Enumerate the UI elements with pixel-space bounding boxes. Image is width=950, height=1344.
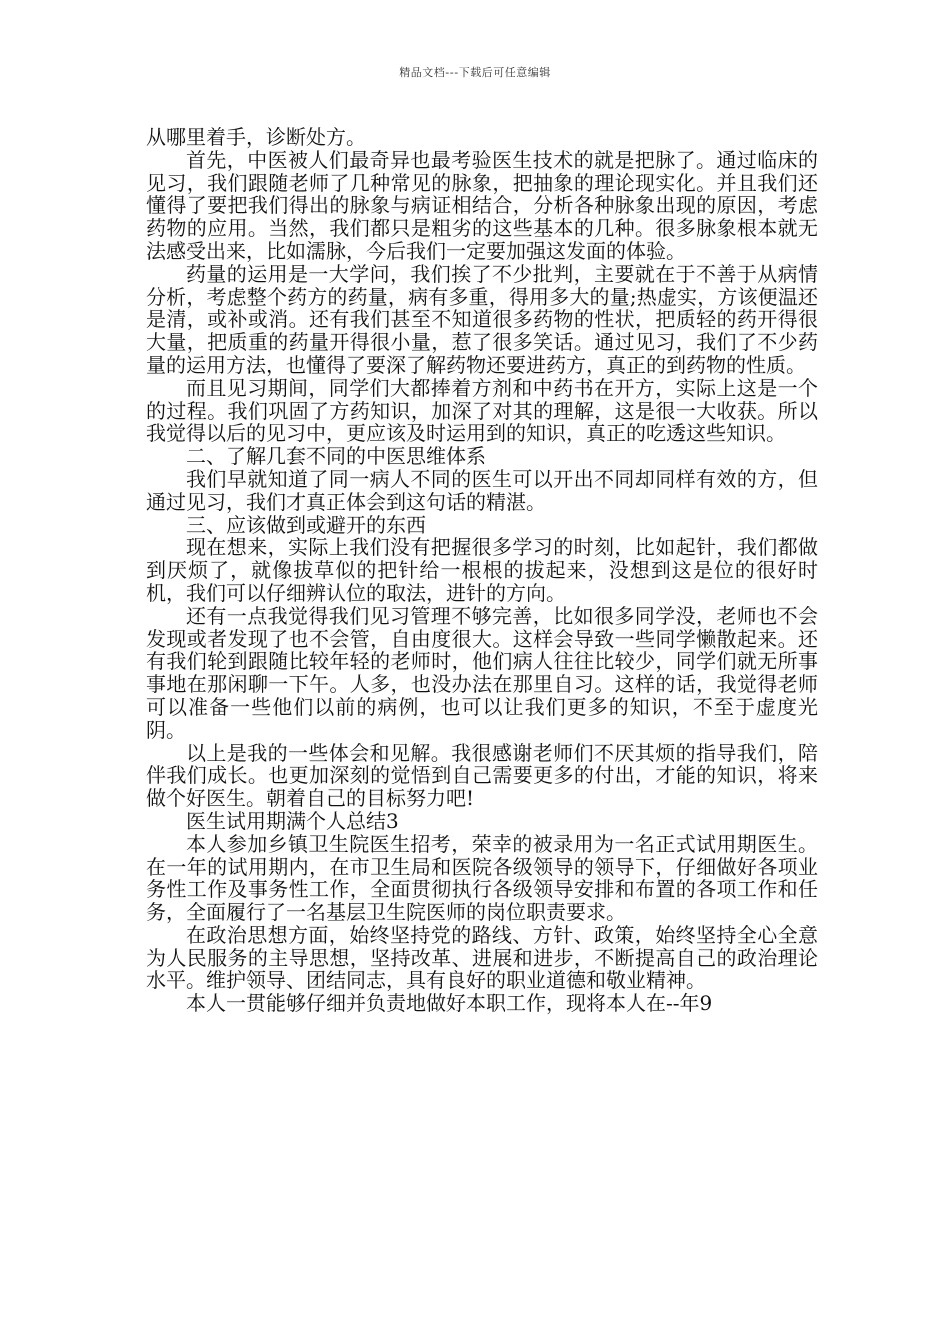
paragraph: 我们早就知道了同一病人不同的医生可以开出不同却同样有效的方，但通过见习，我们才真正体会到这句话的精湛。	[146, 466, 818, 514]
paragraph: 现在想来，实际上我们没有把握很多学习的时刻，比如起针，我们都做到厌烦了，就像拔草似的把针给一根根的拔起来，没想到这是位的很好时机，我们可以仔细辨认位的取法，进针的方向。	[146, 535, 818, 605]
section-heading: 三、应该做到或避开的东西	[186, 512, 426, 537]
paragraph: 以上是我的一些体会和见解。我很感谢老师们不厌其烦的指导我们，陪伴我们成长。也更加深刻的觉悟到自己需要更多的付出，才能的知识，将来做个好医生。朝着自己的目标努力吧!	[146, 740, 818, 811]
page-header: 精品文档---下载后可任意编辑	[399, 66, 551, 79]
paragraph: 首先，中医被人们最奇异也最考验医生技术的就是把脉了。通过临床的见习，我们跟随老师了几种常见的脉象，把抽象的理论现实化。并且我们还懂得了要把我们得出的脉象与病证相结合，分析各种脉象出现的原因，考虑药物的应用。当然，我们都只是粗劣的这些基本的几种。很多脉象根本就无法感受出来，比如濡脉，今后我们一定要加强这发面的体验。	[146, 147, 818, 263]
section-heading: 医生试用期满个人总结3	[186, 808, 399, 833]
section-heading: 二、了解几套不同的中医思维体系	[186, 444, 486, 469]
paragraph: 本人参加乡镇卫生院医生招考，荣幸的被录用为一名正式试用期医生。在一年的试用期内，在市卫生局和医院各级领导的领导下，仔细做好各项业务性工作及事务性工作，全面贯彻执行各级领导安排和布置的各项工作和任务，全面履行了一名基层卫生院医师的岗位职责要求。	[146, 831, 818, 925]
document-body	[146, 126, 818, 1015]
paragraph: 从哪里着手，诊断处方。	[146, 125, 366, 149]
paragraph: 本人一贯能够仔细并负责地做好本职工作，现将本人在--年9	[186, 991, 713, 1016]
paragraph: 而且见习期间，同学们大都捧着方剂和中药书在开方，实际上这是一个的过程。我们巩固了方药知识，加深了对其的理解，这是很一大收获。所以我觉得以后的见习中，更应该及时运用到的知识，真正的吃透这些知识。	[146, 375, 818, 446]
paragraph: 药量的运用是一大学问，我们挨了不少批判，主要就在于不善于从病情分析，考虑整个药方的药量，病有多重，得用多大的量;热虚实，方该便温还是清，或补或消。还有我们甚至不知道很多药物的性状，把质轻的药开得很大量，把质重的药量开得很小量，惹了很多笑话。通过见习，我们了不少药量的运用方法，也懂得了要深了解药物还要进药方，真正的到药物的性质。	[146, 261, 818, 377]
paragraph: 还有一点我觉得我们见习管理不够完善，比如很多同学没，老师也不会发现或者发现了也不会管，自由度很大。这样会导致一些同学懒散起来。还有我们轮到跟随比较年轻的老师时，他们病人往往比较少，同学们就无所事事地在那闲聊一下午。人多，也没办法在那里自习。这样的话，我觉得老师可以准备一些他们以前的病例，也可以让我们更多的知识，不至于虚度光阴。	[146, 603, 818, 742]
paragraph: 在政治思想方面，始终坚持党的路线、方针、政策，始终坚持全心全意为人民服务的主导思想，坚持改革、进展和进步，不断提高自己的政治理论水平。维护领导、团结同志，具有良好的职业道德和敬业精神。	[146, 922, 818, 993]
